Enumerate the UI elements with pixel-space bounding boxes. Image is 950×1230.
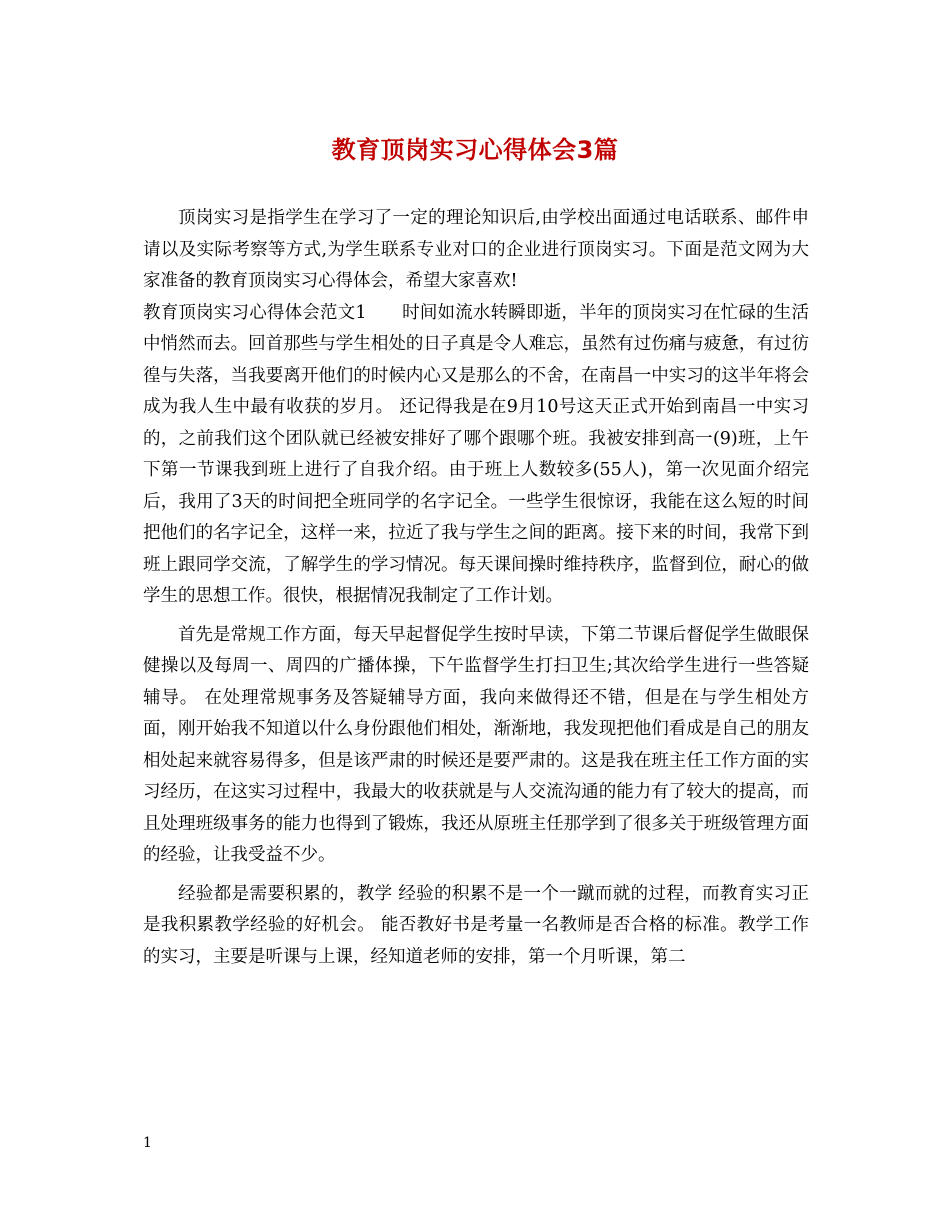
routine-work-paragraph: 首先是常规工作方面，每天早起督促学生按时早读，下第二节课后督促学生做眼保健操以及每周一、周四的广播体操，下午监督学生打扫卫生;其次给学生进行一些答疑辅导。 在处理常规事务及答疑辅导方面，我向来做得还不错，但是在与学生相处方面，刚开始我不知道以什么身份跟他们相处，渐渐地，我发现把他们看成是自己的朋友相处起来就容易得多，但是该严肃的时候还是要严肃的。这是我在班主任工作方面的实习经历，在这实习过程中，我最大的收获就是与人交流沟通的能力有了较大的提高，而且处理班级事务的能力也得到了锻炼，我还从原班主任那学到了很多关于班级管理方面的经验，让我受益不少。	[143, 624, 809, 865]
document-title: 教育顶岗实习心得体会3篇	[331, 136, 619, 164]
intro-paragraph: 顶岗实习是指学生在学习了一定的理论知识后,由学校出面通过电话联系、邮件申请以及实际考察等方式,为学生联系专业对口的企业进行顶岗实习。下面是范文网为大家准备的教育顶岗实习心得体会，希望大家喜欢!	[143, 208, 809, 291]
teaching-experience-paragraph: 经验都是需要积累的，教学 经验的积累不是一个一蹴而就的过程，而教育实习正是我积累教学经验的好机会。 能否教好书是考量一名教师是否合格的标准。教学工作的实习，主要是听课与上课，经知道老师的安排，第一个月听课，第二	[143, 883, 809, 967]
sample-essay-paragraph: 教育顶岗实习心得体会范文1 时间如流水转瞬即逝，半年的顶岗实习在忙碌的生活中悄然而去。回首那些与学生相处的日子真是令人难忘，虽然有过伤痛与疲惫，有过彷徨与失落，当我要离开他们的时候内心又是那么的不舍，在南昌一中实习的这半年将会成为我人生中最有收获的岁月。 还记得我是在9月10号这天正式开始到南昌一中实习的，之前我们这个团队就已经被安排好了哪个跟哪个班。我被安排到高一(9)班，上午下第一节课我到班上进行了自我介绍。由于班上人数较多(55人)，第一次见面介绍完后，我用了3天的时间把全班同学的名字记全。一些学生很惊讶，我能在这么短的时间把他们的名字记全，这样一来，拉近了我与学生之间的距离。接下来的时间，我常下到班上跟同学交流，了解学生的学习情况。每天课间操时维持秩序，监督到位，耐心的做学生的思想工作。很快，根据情况我制定了工作计划。	[143, 302, 809, 606]
page-number: 1	[143, 1135, 152, 1151]
document-body	[143, 203, 809, 973]
